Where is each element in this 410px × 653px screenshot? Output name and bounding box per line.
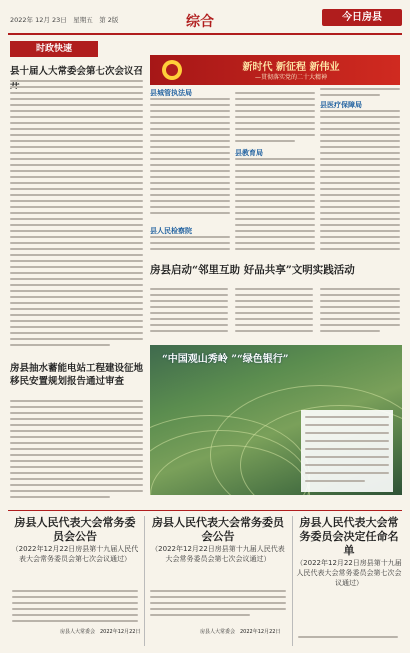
notice-2-title: 房县人民代表大会常务委员会公告 [152,516,284,543]
notice-1-signature: 房县人大常委会 2022年12月22日 [60,629,141,635]
party-emblem-icon [162,60,182,80]
section-label-education: 县教育局 [235,149,263,157]
notice-divider-2 [292,516,293,646]
page-header [8,6,402,32]
theme-banner [150,55,400,85]
notice-3-title: 房县人民代表大会常务委员会决定任命名单 [299,516,399,557]
section-title: 综合 [186,14,214,30]
notice-2 [148,516,288,564]
notice-3 [296,516,402,588]
notice-2-subtitle: （2022年12月22日房县第十九届人民代表大会常务委员会第七次会议通过） [151,545,285,563]
banner-slogan: 新时代 新征程 新伟业 [242,62,340,73]
notice-3-subtitle: （2022年12月22日房县第十九届人民代表大会常务委员会第七次会议通过） [296,559,402,587]
section-label-medical: 县医疗保障局 [320,101,362,109]
photo-title: “中国观山秀岭 ”“绿色银行” [162,354,289,365]
banner-subtitle: —贯彻落实党的二十大精神 [254,74,327,81]
notice-1 [10,516,140,564]
header-rule [8,33,402,35]
notices-rule [8,510,402,511]
photo-caption [301,410,393,492]
brand-logo: 今日房县 [322,9,402,26]
notice-1-title: 房县人民代表大会常务委员会公告 [14,516,136,543]
issue-date: 2022年 12月 23日 星期五 第 2版 [10,16,119,24]
news-column-tag: 时政快速 [10,41,98,57]
section-label-procuratorate: 县人民检察院 [150,227,192,235]
notice-1-subtitle: （2022年12月22日房县第十九届人民代表大会常务委员会第七次会议通过） [11,545,139,563]
notice-2-signature: 房县人大常委会 2022年12月22日 [200,629,281,635]
left-lower-headline: 房县抽水蓄能电站工程建设征地移民安置规划报告通过审查 [10,363,144,387]
news-headline: 县十届人大常委会第七次会议召 [10,66,144,77]
notice-divider-1 [144,516,145,646]
section-label-urban: 县城管执法局 [150,89,192,97]
feature-headline: 房县启动“邻里互助 好品共享”文明实践活动 [150,264,355,276]
